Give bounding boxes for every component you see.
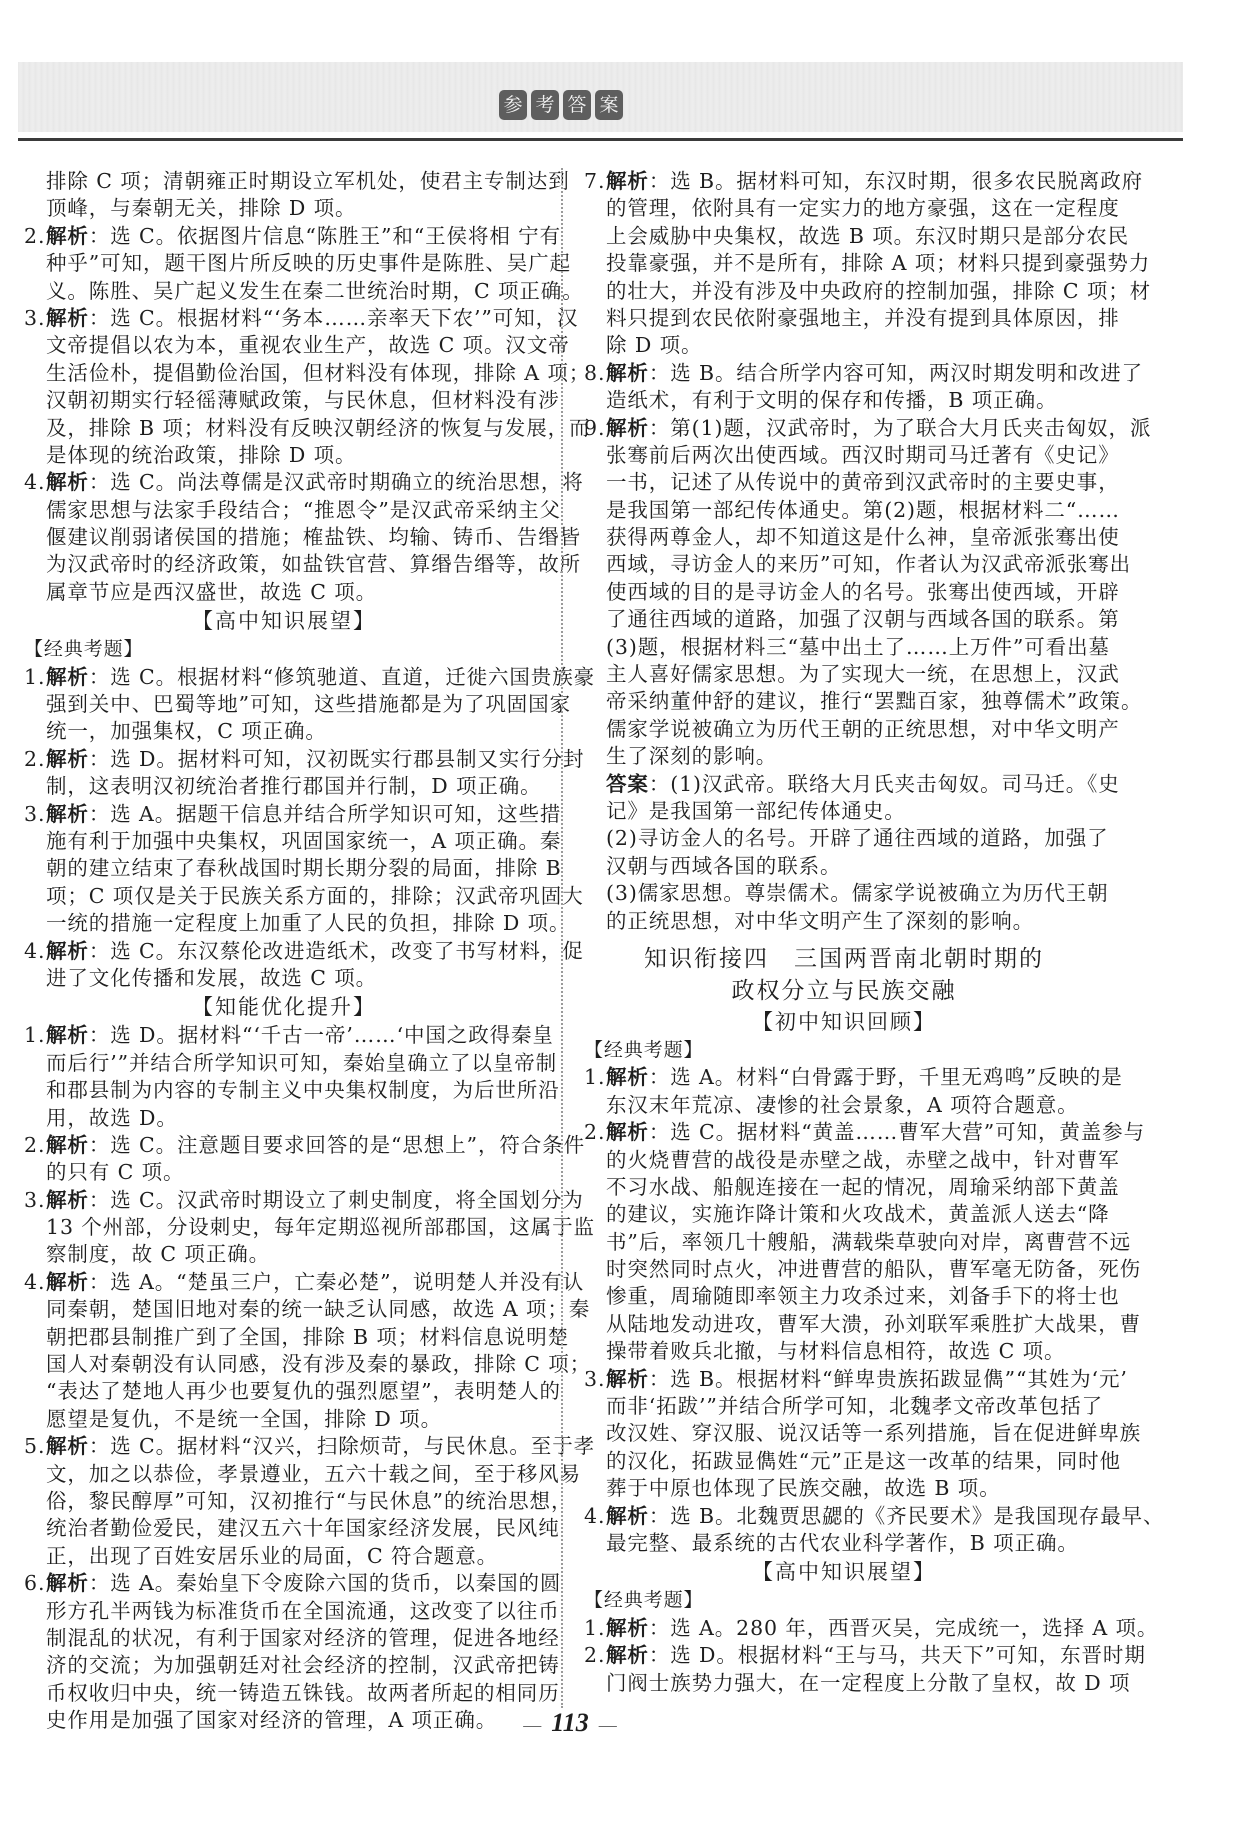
text-line: 俗，黎民醇厚”可知，汉初推行“与民休息”的统治思想，: [46, 1488, 573, 1513]
item-label: 解析: [46, 470, 89, 495]
text-line: 种乎”可知，题干图片所反映的历史事件是陈胜、吴广起: [46, 251, 571, 276]
chapter-title: 知识衔接四 三国两晋南北朝时期的: [644, 945, 1044, 972]
item-text: ：选 C。汉武帝时期设立了刺史制度，将全国划分为: [88, 1187, 584, 1212]
text-line: 一书，记述了从传说中的黄帝到汉武帝时的主要史事，: [606, 470, 1120, 495]
item-number: 3.: [584, 1366, 606, 1391]
answer-item: [584, 360, 1143, 387]
text-line: 为汉武帝时的经济政策，如盐铁官营、算缗告缗等，故所: [46, 552, 581, 577]
header-badge: 答: [563, 90, 591, 120]
text-line: 门阀士族势力强大，在一定程度上分散了皇权，故 D 项: [606, 1670, 1131, 1695]
item-number: 8.: [584, 360, 606, 385]
header-badge: 参: [499, 90, 527, 120]
item-number: 2.: [584, 1643, 606, 1668]
answer-item: [584, 1503, 1165, 1530]
item-number: 1.: [24, 1023, 46, 1048]
item-label: 解析: [46, 1269, 89, 1294]
item-label: 解析: [46, 305, 89, 330]
answer-item: [584, 1064, 1123, 1091]
text-line: 朝的建立结束了春秋战国时期长期分裂的局面，排除 B: [46, 856, 562, 881]
item-label: 解析: [606, 415, 649, 440]
text-line: 投靠豪强，并不是所有，排除 A 项；材料只提到豪强势力: [606, 251, 1151, 276]
item-text: ：选 C。东汉蔡伦改进造纸术，改变了书写材料，促: [88, 938, 584, 963]
answer-item: [584, 415, 1152, 442]
item-number: 4.: [24, 1269, 46, 1294]
answer-item: [24, 746, 585, 773]
text-line: 史作用是加强了国家对经济的管理，A 项正确。: [46, 1708, 498, 1733]
text-line: 文，加之以恭俭，孝景遵业，五六十载之间，至于移风易: [46, 1461, 581, 1486]
item-number: 1.: [584, 1615, 606, 1640]
page-number: [500, 1708, 640, 1738]
text-line: 张骞前后两次出使西域。西汉时期司马迁著有《史记》: [606, 442, 1120, 467]
item-label: 解析: [46, 746, 89, 771]
item-number: 3.: [24, 1187, 46, 1212]
header-rule: [18, 138, 1183, 141]
answer-item: [24, 223, 561, 250]
item-text: ：选 C。据材料“汉兴，扫除烦苛，与民休息。至于孝: [88, 1434, 595, 1459]
item-text: ：选 C。依据图片信息“陈胜王”和“王侯将相 宁有: [88, 223, 561, 248]
text-line: 葬于中原也体现了民族交融，故选 B 项。: [606, 1476, 1001, 1501]
item-number: 3.: [24, 305, 46, 330]
text-line: 操带着败兵北撤，与材料信息相符，故选 C 项。: [606, 1339, 1066, 1364]
text-line: 的火烧曹营的战役是赤壁之战，赤壁之战中，针对曹军: [606, 1147, 1120, 1172]
item-text: ：选 C。根据材料“‘务本……亲率天下农’”可知，汉: [88, 305, 579, 330]
text-line: 的管理，依附具有一定实力的地方豪强，这在一定程度: [606, 196, 1120, 221]
text-line: 是我国第一部纪传体通史。第(2)题，根据材料二“……: [606, 497, 1120, 522]
item-text: ：选 C。尚法尊儒是汉武帝时期确立的统治思想，将: [88, 470, 584, 495]
item-text: ：选 A。280 年，西晋灭吴，完成统一，选择 A 项。: [648, 1615, 1159, 1640]
section-heading: 【知能优化提升】: [192, 995, 376, 1020]
item-text: ：选 A。据题干信息并结合所学知识可知，这些措: [88, 801, 562, 826]
text-line: 统治者勤俭爱民，建汉五六十年国家经济发展，民风纯: [46, 1516, 560, 1541]
text-line: 最完整、最系统的古代农业科学著作，B 项正确。: [606, 1530, 1079, 1555]
text-line: 造纸术，有利于文明的保存和传播，B 项正确。: [606, 388, 1058, 413]
chapter-title: 政权分立与民族交融: [731, 977, 957, 1004]
text-line: 记》是我国第一部纪传体通史。: [606, 798, 906, 823]
item-label: 解析: [606, 360, 649, 385]
item-number: 2.: [24, 746, 46, 771]
item-label: 解析: [606, 1503, 649, 1528]
header-badge: 案: [595, 90, 623, 120]
item-number: 1.: [584, 1065, 606, 1090]
right-column: [584, 168, 1165, 1697]
item-label: 解析: [46, 1132, 89, 1157]
item-text: ：选 C。注意题目要求回答的是“思想上”，符合条件: [88, 1132, 585, 1157]
text-line: 的只有 C 项。: [46, 1160, 185, 1185]
answer-item: [24, 1269, 585, 1296]
answer-text: ：(1)汉武帝。联络大月氏夹击匈奴。司马迁。《史: [648, 771, 1120, 796]
section-heading: 【高中知识展望】: [192, 609, 376, 634]
item-label: 解析: [46, 1434, 89, 1459]
item-label: 解析: [46, 801, 89, 826]
item-label: 解析: [606, 1366, 649, 1391]
item-label: 解析: [606, 1065, 649, 1090]
text-line: 朝把郡县制推广到了全国，排除 B 项；材料信息说明楚: [46, 1324, 569, 1349]
text-line: 从陆地发动进攻，曹军大溃，孙刘联军乘胜扩大战果，曹: [606, 1311, 1141, 1336]
text-line: 而后行’”并结合所学知识可知，秦始皇确立了以皇帝制: [46, 1050, 557, 1075]
answer-item: [24, 801, 562, 828]
text-line: 主人喜好儒家思想。为了实现大一统，在思想上，汉武: [606, 662, 1120, 687]
spacer: [584, 935, 1104, 943]
item-number: 4.: [24, 470, 46, 495]
text-line: 汉朝初期实行轻徭薄赋政策，与民休息，但材料没有涉: [46, 388, 560, 413]
subsection-label: 【经典考题】: [584, 1589, 704, 1612]
text-line: 济的交流；为加强朝廷对社会经济的控制，汉武帝把铸: [46, 1653, 560, 1678]
answer-item: [584, 1642, 1146, 1669]
item-label: 解析: [606, 1120, 649, 1145]
item-number: 1.: [24, 664, 46, 689]
text-line: 儒家思想与法家手段结合；“推恩令”是汉武帝采纳主父: [46, 497, 561, 522]
answer-item: [24, 305, 579, 332]
item-text: ：第(1)题，汉武帝时，为了联合大月氏夹击匈奴，派: [648, 415, 1152, 440]
text-line: 13 个州部，分设刺史，每年定期巡视所部郡国，这属于监: [46, 1215, 595, 1240]
text-line: 进了文化传播和发展，故选 C 项。: [46, 965, 378, 990]
text-line: 币权收归中央，统一铸造五铢钱。故两者所起的相同历: [46, 1680, 560, 1705]
item-text: ：选 D。据材料可知，汉初既实行郡县制又实行分封: [88, 746, 585, 771]
text-line: 排除 C 项；清朝雍正时期设立军机处，使君主专制达到: [46, 169, 570, 193]
header-title-badges: [499, 90, 623, 120]
text-line: 义。陈胜、吴广起义发生在秦二世统治时期，C 项正确。: [46, 278, 584, 303]
item-text: ：选 D。据材料“‘千古一帝’……‘中国之政得秦皇: [88, 1023, 554, 1048]
text-line: (3)儒家思想。尊崇儒术。儒家学说被确立为历代王朝: [606, 881, 1109, 906]
section-heading: 【高中知识展望】: [752, 1560, 936, 1585]
item-text: ：选 B。根据材料“鲜卑贵族拓跋显儁”“其姓为‘元’: [648, 1366, 1128, 1391]
answer-item: [24, 1570, 562, 1597]
text-line: 是体现的统治政策，排除 D 项。: [46, 442, 357, 467]
text-line: 使西域的目的是寻访金人的名号。张骞出使西域，开辟: [606, 579, 1120, 604]
text-line: 偃建议削弱诸侯国的措施；榷盐铁、均输、铸币、告缗皆: [46, 525, 581, 550]
text-line: 上会威胁中央集权，故选 B 项。东汉时期只是部分农民: [606, 223, 1129, 248]
item-number: 4.: [584, 1503, 606, 1528]
item-text: ：选 D。根据材料“王与马，共天下”可知，东晋时期: [648, 1643, 1146, 1668]
text-line: 和郡县制为内容的专制主义中央集权制度，为后世所沿: [46, 1078, 560, 1103]
item-text: ：选 A。材料“白骨露于野，千里无鸡鸣”反映的是: [648, 1065, 1123, 1090]
answer-item: [24, 469, 584, 496]
text-line: (2)寻访金人的名号。开辟了通往西域的道路，加强了: [606, 826, 1109, 851]
text-line: 而非‘拓跋’”并结合所学可知，北魏孝文帝改革包括了: [606, 1394, 1104, 1419]
text-line: 属章节应是西汉盛世，故选 C 项。: [46, 579, 378, 604]
text-line: 国人对秦朝没有认同感，没有涉及秦的暴政，排除 C 项；: [46, 1352, 592, 1377]
answer-item: [24, 938, 584, 965]
text-line: 除 D 项。: [606, 333, 703, 358]
text-line: 用，故选 D。: [46, 1105, 178, 1130]
item-number: 3.: [24, 801, 46, 826]
text-line: 愿望是复仇，不是统一全国，排除 D 项。: [46, 1406, 442, 1431]
item-label: 解析: [46, 223, 89, 248]
item-text: ：选 A。秦始皇下令废除六国的货币，以秦国的圆: [88, 1571, 562, 1596]
item-number: 5.: [24, 1434, 46, 1459]
text-line: 获得两尊金人，却不知道这是什么神，皇帝派张骞出使: [606, 525, 1120, 550]
item-label: 解析: [46, 1023, 89, 1048]
text-line: 的正统思想，对中华文明产生了深刻的影响。: [606, 908, 1034, 933]
text-line: 汉朝与西域各国的联系。: [606, 853, 842, 878]
item-label: 解析: [606, 169, 649, 193]
text-line: 的建议，实施诈降计策和火攻战术，黄盖派人送去“降: [606, 1202, 1110, 1227]
answer-item: [24, 1022, 554, 1049]
text-line: 察制度，故 C 项正确。: [46, 1242, 271, 1267]
text-line: 东汉末年荒凉、凄惨的社会景象，A 项符合题意。: [606, 1092, 1079, 1117]
text-line: 儒家学说被确立为历代王朝的正统思想，对中华文明产: [606, 716, 1120, 741]
text-line: 统一，加强集权，C 项正确。: [46, 719, 327, 744]
answer-item: [584, 1615, 1159, 1642]
text-line: 形方孔半两钱为标准货币在全国流通，这改变了以往币: [46, 1598, 560, 1623]
text-line: 施有利于加强中央集权，巩固国家统一，A 项正确。秦: [46, 828, 562, 853]
text-line: 制混乱的状况，有利于国家对经济的管理，促进各地经: [46, 1625, 560, 1650]
text-line: 时突然同时点火，冲进曹营的船队，曹军毫无防备，死伤: [606, 1257, 1141, 1282]
text-line: 的壮大，并没有涉及中央政府的控制加强，排除 C 项；材: [606, 278, 1152, 303]
answer-item: [24, 1187, 584, 1214]
text-line: 料只提到农民依附豪强地主，并没有提到具体原因，排: [606, 305, 1120, 330]
item-label: 解析: [46, 1571, 89, 1596]
answer-item: [584, 1366, 1128, 1393]
item-label: 解析: [46, 1187, 89, 1212]
text-line: 西域，寻访金人的来历”可知，作者认为汉武帝派张骞出: [606, 552, 1131, 577]
item-number: 6.: [24, 1571, 46, 1596]
text-line: 强到关中、巴蜀等地”可知，这些措施都是为了巩固国家: [46, 692, 571, 717]
text-line: 的汉化，拓跋显儁姓“元”正是这一改革的结果，同时他: [606, 1448, 1121, 1473]
text-line: 不习水战、船舰连接在一起的情况，周瑜采纳部下黄盖: [606, 1174, 1120, 1199]
item-number: 4.: [24, 938, 46, 963]
item-number: 2.: [584, 1120, 606, 1145]
text-line: 顶峰，与秦朝无关，排除 D 项。: [46, 196, 357, 221]
item-number: 2.: [24, 1132, 46, 1157]
item-text: ：选 B。据材料可知，东汉时期，很多农民脱离政府: [648, 169, 1143, 193]
text-line: 项；C 项仅是关于民族关系方面的，排除；汉武帝巩固大: [46, 883, 584, 908]
answer-item: [24, 664, 595, 691]
page-number-value: 113: [551, 1708, 589, 1737]
text-line: 改汉姓、穿汉服、说汉话等一系列措施，旨在促进鲜卑族: [606, 1421, 1141, 1446]
text-line: 惨重，周瑜随即率领主力攻杀过来，刘备手下的将士也: [606, 1284, 1120, 1309]
text-line: 制，这表明汉初统治者推行郡国并行制，D 项正确。: [46, 774, 542, 799]
item-text: ：选 C。据材料“黄盖……曹军大营”可知，黄盖参与: [648, 1120, 1145, 1145]
text-line: (3)题，根据材料三“墓中出土了……上万件”可看出墓: [606, 634, 1110, 659]
answer-item: [584, 1119, 1145, 1146]
subsection-label: 【经典考题】: [584, 1038, 704, 1061]
item-label: 解析: [606, 1643, 649, 1668]
item-label: 解析: [46, 938, 89, 963]
page-number-dash-left: —: [523, 1715, 542, 1735]
item-text: ：选 C。根据材料“修筑驰道、直道，迁徙六国贵族豪: [88, 664, 595, 689]
section-heading: 【初中知识回顾】: [752, 1009, 936, 1034]
subsection-label: 【经典考题】: [24, 638, 144, 661]
text-line: “表达了楚地人再少也要复仇的强烈愿望”，表明楚人的: [46, 1379, 561, 1404]
text-line: 一统的措施一定程度上加重了人民的负担，排除 D 项。: [46, 911, 571, 936]
answer-summary: [584, 771, 1120, 798]
text-line: 书”后，率领几十艘船，满载柴草驶向对岸，离曹营不远: [606, 1229, 1131, 1254]
text-line: 了通往西域的道路，加强了汉朝与西域各国的联系。第: [606, 607, 1120, 632]
answer-item: [584, 168, 1143, 195]
header-badge: 考: [531, 90, 559, 120]
text-line: 同秦朝，楚国旧地对秦的统一缺乏认同感，故选 A 项；秦: [46, 1297, 591, 1322]
answer-label: 答案: [606, 771, 649, 796]
item-text: ：选 B。北魏贾思勰的《齐民要术》是我国现存最早、: [648, 1503, 1165, 1528]
item-text: ：选 A。“楚虽三户，亡秦必楚”，说明楚人并没有认: [88, 1269, 585, 1294]
text-line: 文帝提倡以农为本，重视农业生产，故选 C 项。汉文帝: [46, 333, 570, 358]
text-line: 帝采纳董仲舒的建议，推行“罢黜百家，独尊儒术”政策。: [606, 689, 1143, 714]
item-number: 9.: [584, 415, 606, 440]
column-divider: [561, 168, 563, 1708]
item-label: 解析: [46, 664, 89, 689]
text-line: 及，排除 B 项；材料没有反映汉朝经济的恢复与发展，而: [46, 415, 591, 440]
answer-item: [24, 1132, 585, 1159]
item-number: 2.: [24, 223, 46, 248]
text-line: 生了深刻的影响。: [606, 744, 778, 769]
text-line: 生活俭朴，提倡勤俭治国，但材料没有体现，排除 A 项；: [46, 360, 591, 385]
item-number: 7.: [584, 169, 606, 193]
item-label: 解析: [606, 1615, 649, 1640]
item-text: ：选 B。结合所学内容可知，两汉时期发明和改进了: [648, 360, 1143, 385]
answer-item: [24, 1433, 595, 1460]
text-line: 正，出现了百姓安居乐业的局面，C 符合题意。: [46, 1543, 499, 1568]
page-number-dash-right: —: [598, 1715, 617, 1735]
